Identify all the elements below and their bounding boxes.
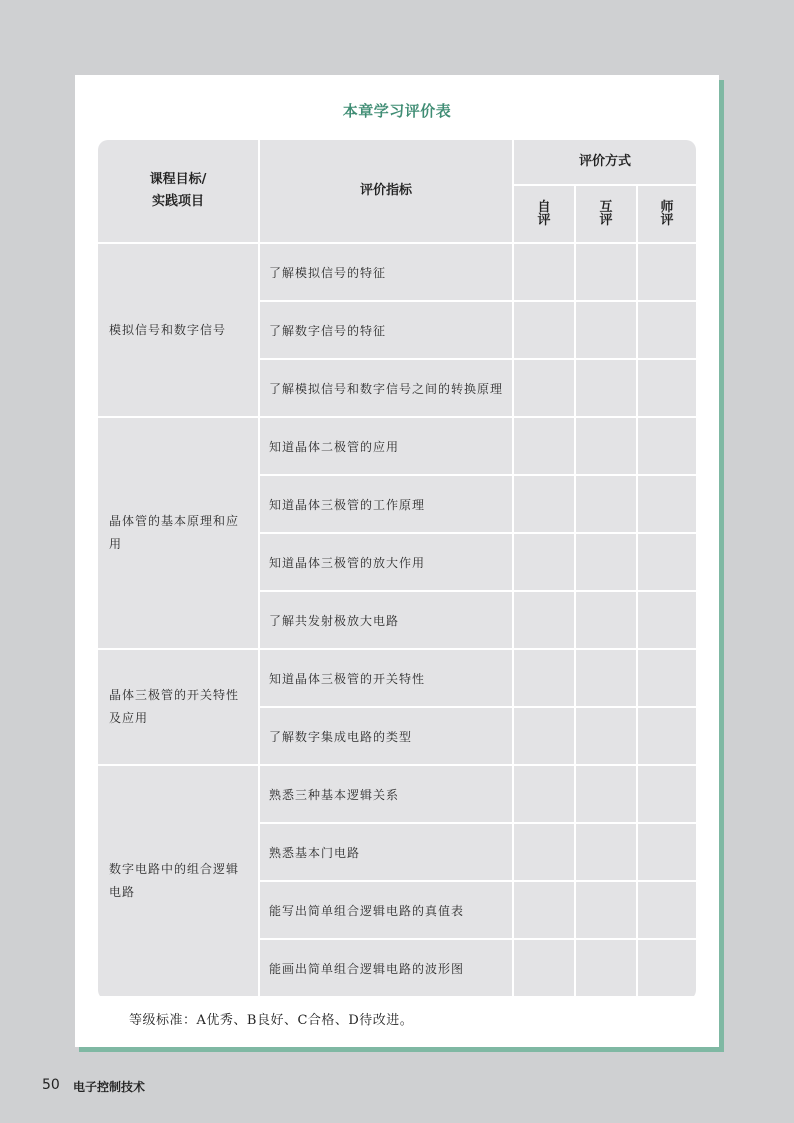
indicator-label: 知道晶体三极管的放大作用 xyxy=(269,555,426,570)
peer-eval-cell[interactable] xyxy=(576,708,636,764)
indicator-label: 熟悉三种基本逻辑关系 xyxy=(269,787,400,802)
peer-eval-cell[interactable] xyxy=(576,882,636,938)
header-self-char-2: 评 xyxy=(537,213,551,228)
indicator-label: 了解模拟信号和数字信号之间的转换原理 xyxy=(269,381,504,396)
goal-label: 数字电路中的组合逻辑电路 xyxy=(109,862,240,899)
peer-eval-cell[interactable] xyxy=(576,650,636,706)
header-teacher-char-1: 师 xyxy=(660,200,674,215)
goal-cell xyxy=(98,244,258,416)
header-goal xyxy=(98,140,258,242)
teacher-eval-cell[interactable] xyxy=(638,650,696,706)
peer-eval-cell[interactable] xyxy=(576,244,636,300)
self-eval-cell[interactable] xyxy=(514,882,574,938)
indicator-label: 了解模拟信号的特征 xyxy=(269,265,387,280)
indicator-cell xyxy=(260,476,512,532)
indicator-cell xyxy=(260,592,512,648)
header-indicator-label: 评价指标 xyxy=(359,183,412,198)
peer-eval-cell[interactable] xyxy=(576,766,636,822)
goal-label: 晶体三极管的开关特性及应用 xyxy=(109,688,240,725)
indicator-cell xyxy=(260,882,512,938)
self-eval-cell[interactable] xyxy=(514,360,574,416)
book-title: 电子控制技术 xyxy=(73,1080,146,1094)
header-indicator xyxy=(260,140,512,242)
self-eval-cell[interactable] xyxy=(514,592,574,648)
self-eval-cell[interactable] xyxy=(514,650,574,706)
header-teacher-char-2: 评 xyxy=(660,213,674,228)
peer-eval-cell[interactable] xyxy=(576,824,636,880)
header-peer xyxy=(576,186,636,242)
grading-standard-note: 等级标准：A优秀、B良好、C合格、D待改进。 xyxy=(129,1013,414,1028)
goal-label: 晶体管的基本原理和应用 xyxy=(109,514,240,551)
indicator-cell xyxy=(260,418,512,474)
indicator-cell xyxy=(260,534,512,590)
header-goal-label: 课程目标/ 实践项目 xyxy=(149,172,207,209)
peer-eval-cell[interactable] xyxy=(576,476,636,532)
self-eval-cell[interactable] xyxy=(514,824,574,880)
header-self-char-1: 自 xyxy=(537,200,551,215)
indicator-cell xyxy=(260,708,512,764)
teacher-eval-cell[interactable] xyxy=(638,418,696,474)
header-peer-char-1: 互 xyxy=(599,200,613,215)
peer-eval-cell[interactable] xyxy=(576,592,636,648)
teacher-eval-cell[interactable] xyxy=(638,882,696,938)
self-eval-cell[interactable] xyxy=(514,476,574,532)
self-eval-cell[interactable] xyxy=(514,534,574,590)
indicator-label: 了解数字集成电路的类型 xyxy=(269,729,413,744)
self-eval-cell[interactable] xyxy=(514,940,574,996)
indicator-cell xyxy=(260,940,512,996)
peer-eval-cell[interactable] xyxy=(576,534,636,590)
indicator-label: 熟悉基本门电路 xyxy=(269,845,361,860)
indicator-label: 能画出简单组合逻辑电路的波形图 xyxy=(269,961,465,976)
goal-cell xyxy=(98,418,258,648)
goal-label: 模拟信号和数字信号 xyxy=(109,322,227,337)
goal-cell xyxy=(98,766,258,996)
indicator-cell xyxy=(260,360,512,416)
peer-eval-cell[interactable] xyxy=(576,302,636,358)
self-eval-cell[interactable] xyxy=(514,302,574,358)
indicator-label: 知道晶体二极管的应用 xyxy=(269,439,400,454)
teacher-eval-cell[interactable] xyxy=(638,302,696,358)
peer-eval-cell[interactable] xyxy=(576,940,636,996)
indicator-cell xyxy=(260,766,512,822)
page-title: 本章学习评价表 xyxy=(342,102,452,120)
teacher-eval-cell[interactable] xyxy=(638,360,696,416)
goal-cell xyxy=(98,650,258,764)
indicator-label: 知道晶体三极管的工作原理 xyxy=(269,497,426,512)
teacher-eval-cell[interactable] xyxy=(638,766,696,822)
indicator-label: 了解数字信号的特征 xyxy=(269,323,387,338)
header-peer-char-2: 评 xyxy=(599,213,613,228)
indicator-cell xyxy=(260,244,512,300)
header-teacher xyxy=(638,186,696,242)
teacher-eval-cell[interactable] xyxy=(638,708,696,764)
page-number: 50 xyxy=(42,1077,60,1093)
self-eval-cell[interactable] xyxy=(514,766,574,822)
peer-eval-cell[interactable] xyxy=(576,418,636,474)
header-method xyxy=(514,140,696,184)
self-eval-cell[interactable] xyxy=(514,244,574,300)
evaluation-table xyxy=(98,140,696,1000)
teacher-eval-cell[interactable] xyxy=(638,476,696,532)
self-eval-cell[interactable] xyxy=(514,708,574,764)
self-eval-cell[interactable] xyxy=(514,418,574,474)
indicator-cell xyxy=(260,650,512,706)
indicator-label: 能写出简单组合逻辑电路的真值表 xyxy=(269,903,465,918)
teacher-eval-cell[interactable] xyxy=(638,534,696,590)
peer-eval-cell[interactable] xyxy=(576,360,636,416)
indicator-cell xyxy=(260,824,512,880)
header-method-label: 评价方式 xyxy=(578,154,631,169)
teacher-eval-cell[interactable] xyxy=(638,940,696,996)
indicator-label: 了解共发射极放大电路 xyxy=(269,613,400,628)
indicator-cell xyxy=(260,302,512,358)
teacher-eval-cell[interactable] xyxy=(638,592,696,648)
indicator-label: 知道晶体三极管的开关特性 xyxy=(269,671,426,686)
header-self xyxy=(514,186,574,242)
teacher-eval-cell[interactable] xyxy=(638,824,696,880)
teacher-eval-cell[interactable] xyxy=(638,244,696,300)
